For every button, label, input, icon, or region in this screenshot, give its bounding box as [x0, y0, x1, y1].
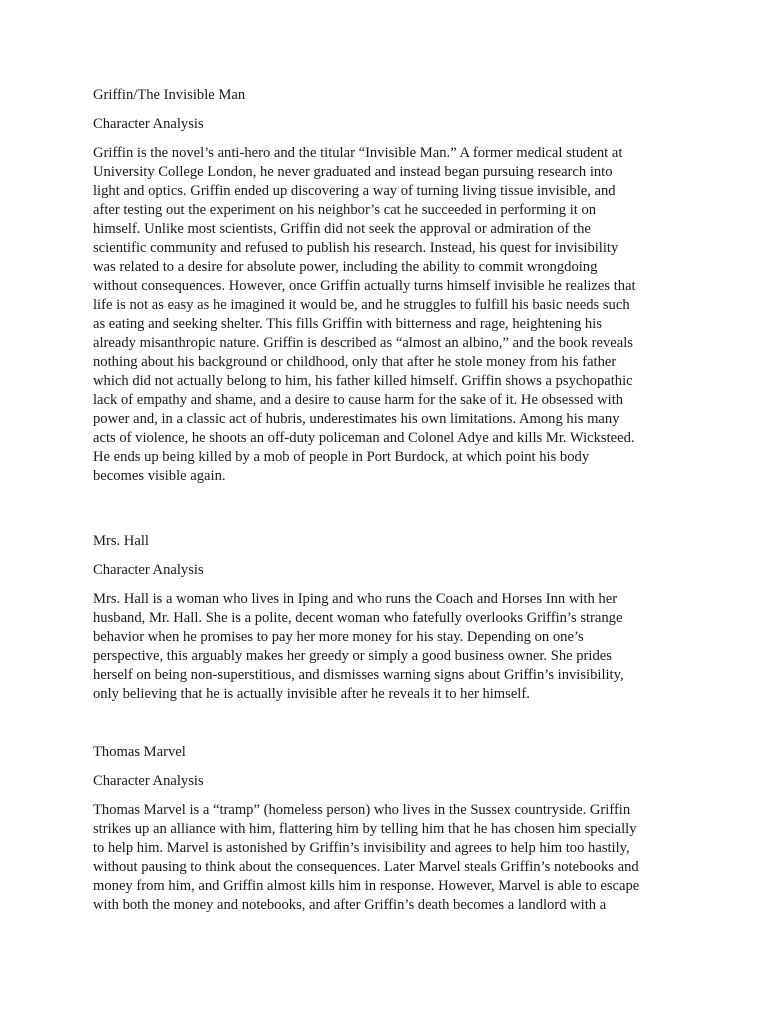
section-paragraph: [93, 801, 673, 915]
section-title: Thomas Marvel: [93, 744, 186, 760]
paragraph-line: lack of empathy and shame, and a desire to cause harm for the sake of it. He obsessed with: [93, 392, 624, 408]
paragraph-line: with both the money and notebooks, and after Griffin’s death becomes a landlord with a: [93, 897, 607, 913]
paragraph-line: Mrs. Hall is a woman who lives in Iping and who runs the Coach and Horses Inn with her: [93, 591, 618, 607]
paragraph-line: without consequences. However, once Griffin actually turns himself invisible he realizes that: [93, 278, 636, 294]
paragraph-line: behavior when he promises to pay her more money for his stay. Depending on one’s: [93, 629, 584, 645]
paragraph-line: perspective, this arguably makes her greedy or simply a good business owner. She prides: [93, 648, 612, 664]
paragraph-line: nothing about his background or childhood, only that after he stole money from his father: [93, 354, 617, 370]
paragraph-line: was related to a desire for absolute power, including the ability to commit wrongdoing: [93, 259, 598, 275]
paragraph-line: only believing that he is actually invisible after he reveals it to her himself.: [93, 686, 530, 702]
paragraph-line: Thomas Marvel is a “tramp” (homeless person) who lives in the Sussex countryside. Griffin: [93, 802, 631, 818]
section-paragraph: [93, 590, 673, 704]
paragraph-line: without pausing to think about the consequences. Later Marvel steals Griffin’s notebooks and: [93, 859, 639, 875]
paragraph-line: scientific community and refused to publish his research. Instead, his quest for invisibility: [93, 240, 619, 256]
paragraph-line: He ends up being killed by a mob of people in Port Burdock, at which point his body: [93, 449, 590, 465]
paragraph-line: life is not as easy as he imagined it would be, and he struggles to fulfill his basic needs such: [93, 297, 630, 313]
section-subtitle: Character Analysis: [93, 773, 204, 789]
paragraph-line: University College London, he never graduated and instead began pursuing research into: [93, 164, 613, 180]
paragraph-line: which did not actually belong to him, his father killed himself. Griffin shows a psychopathic: [93, 373, 633, 389]
paragraph-line: herself on being non-superstitious, and dismisses warning signs about Griffin’s invisibility,: [93, 667, 624, 683]
paragraph-line: strikes up an alliance with him, flattering him by telling him that he has chosen him specially: [93, 821, 637, 837]
section-thomas-marvel: [93, 743, 673, 915]
section-paragraph: [93, 144, 673, 486]
paragraph-line: becomes visible again.: [93, 468, 226, 484]
paragraph-line: money from him, and Griffin almost kills him in response. However, Marvel is able to escape: [93, 878, 640, 894]
paragraph-line: already misanthropic nature. Griffin is described as “almost an albino,” and the book reveals: [93, 335, 633, 351]
section-title: Mrs. Hall: [93, 533, 149, 549]
paragraph-line: power and, in a classic act of hubris, underestimates his own limitations. Among his many: [93, 411, 620, 427]
section-title: Griffin/The Invisible Man: [93, 87, 246, 103]
paragraph-line: to help him. Marvel is astonished by Griffin’s invisibility and agrees to help him too hastily,: [93, 840, 630, 856]
paragraph-line: husband, Mr. Hall. She is a polite, decent woman who fatefully overlooks Griffin’s strange: [93, 610, 623, 626]
paragraph-line: light and optics. Griffin ended up discovering a way of turning living tissue invisible, and: [93, 183, 616, 199]
section-griffin: [93, 86, 673, 486]
paragraph-line: himself. Unlike most scientists, Griffin did not seek the approval or admiration of the: [93, 221, 591, 237]
section-subtitle: Character Analysis: [93, 562, 204, 578]
paragraph-line: as eating and seeking shelter. This fills Griffin with bitterness and rage, heightening his: [93, 316, 602, 332]
section-mrs-hall: [93, 532, 673, 704]
paragraph-line: acts of violence, he shoots an off-duty policeman and Colonel Adye and kills Mr. Wicksteed.: [93, 430, 635, 446]
paragraph-line: after testing out the experiment on his neighbor’s cat he succeeded in performing it on: [93, 202, 597, 218]
paragraph-line: Griffin is the novel’s anti-hero and the titular “Invisible Man.” A former medical student at: [93, 145, 623, 161]
section-subtitle: Character Analysis: [93, 116, 204, 132]
